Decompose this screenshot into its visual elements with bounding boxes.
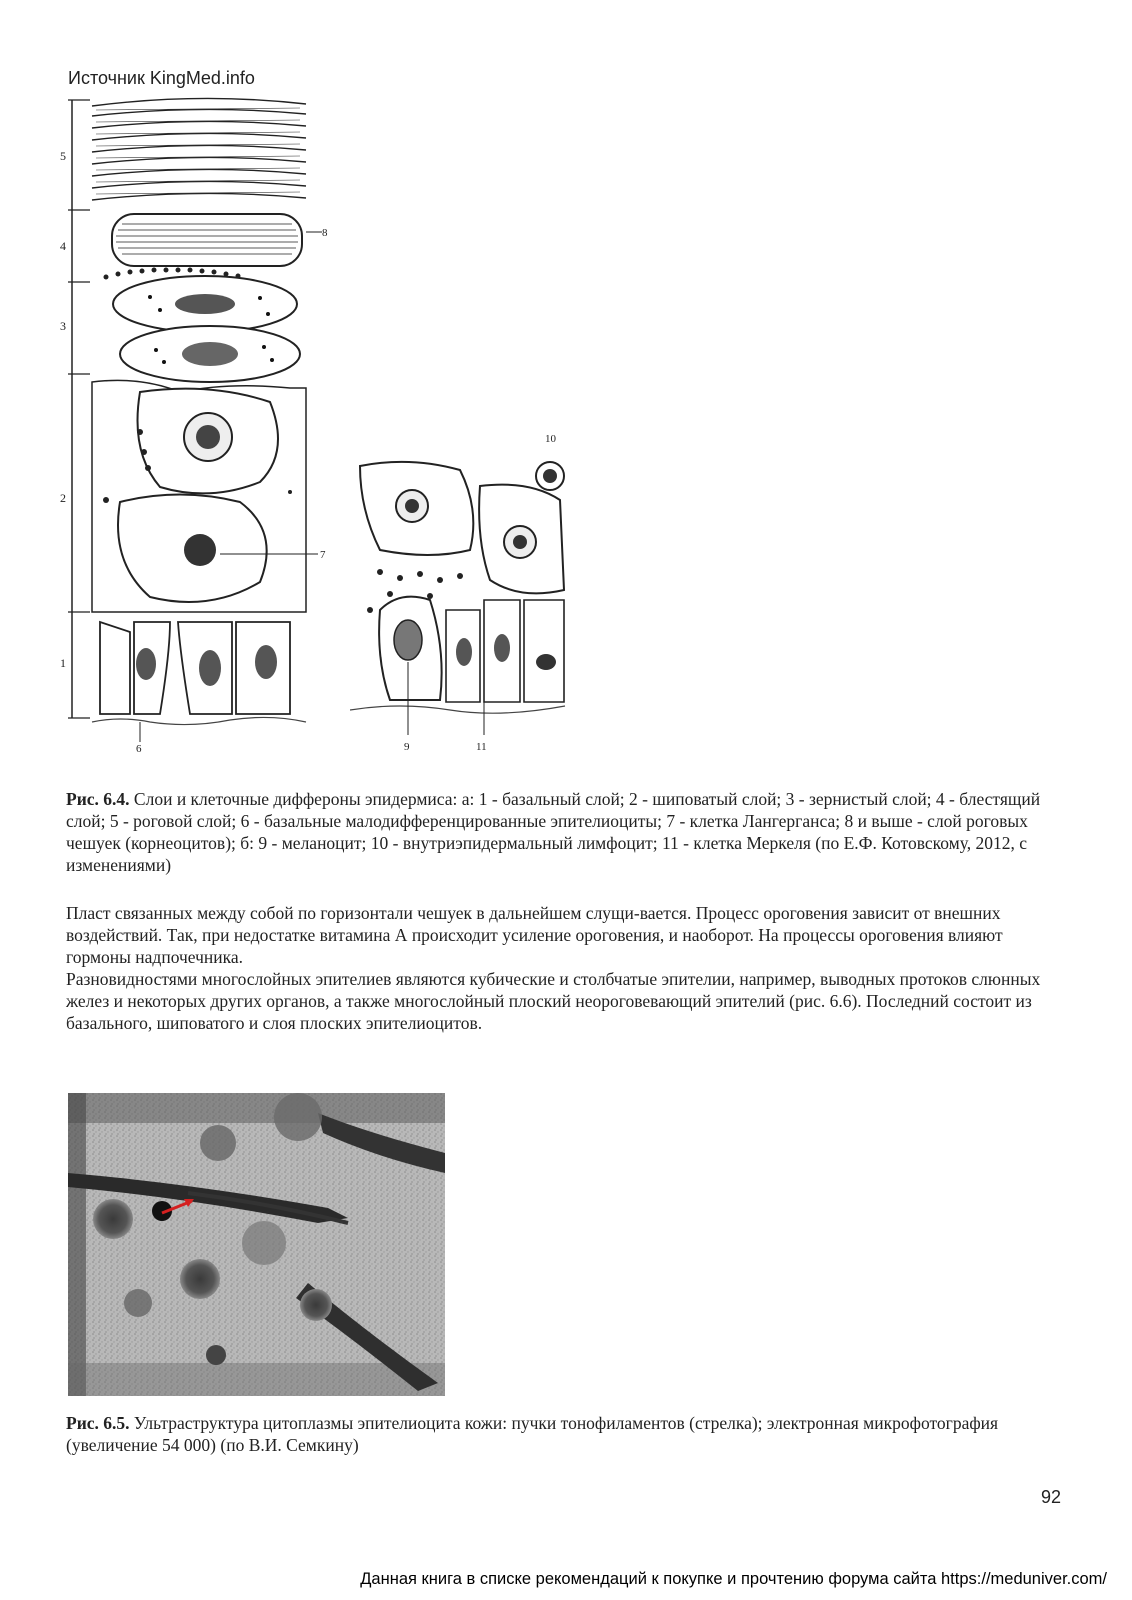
footer-note: Данная книга в списке рекомендаций к покупке и прочтению форума сайта https://meduniver.com/ xyxy=(360,1570,1107,1588)
layer-label-2: 2 xyxy=(60,491,66,505)
page-number: 92 xyxy=(1041,1487,1062,1507)
figure-6-5-caption-prefix: Рис. 6.5. xyxy=(66,1413,130,1433)
paragraph-1: Пласт связанных между собой по горизонтали чешуек в дальнейшем слущи-вается. Процесс ороговения зависит от внешних воздействий. Так, при недостатке витамина А происходит усиление ороговения, и наоборот. На процессы ороговения влияют гормоны надпочечника. xyxy=(66,903,1003,967)
callout-8: 8 xyxy=(322,227,328,239)
callout-6: 6 xyxy=(136,743,142,755)
figure-6-5-caption xyxy=(66,1412,1056,1456)
epidermis-layers-illustration xyxy=(60,92,340,772)
callout-10: 10 xyxy=(545,433,556,445)
layer-label-4: 4 xyxy=(60,239,66,253)
paragraph-2: Разновидностями многослойных эпителиев являются кубические и столбчатые эпителии, например, выводных протоков слюнных желез и некоторых других органов, а также многослойный плоский неороговевающий эпителий (рис. 6.6). Последний состоит из базального, шиповатого и слоя плоских эпителиоцитов. xyxy=(66,969,1041,1033)
layer-label-3: 3 xyxy=(60,319,66,333)
callout-11: 11 xyxy=(476,741,487,753)
melanocyte-illustration xyxy=(350,430,580,770)
figure-6-4-caption xyxy=(66,788,1056,876)
figure-6-5-caption-text: Ультраструктура цитоплазмы эпителиоцита кожи: пучки тонофиламентов (стрелка); электронная микрофотография (увеличение 54 000) (по В.И. Семкину) xyxy=(66,1413,999,1455)
figure-6-4-caption-prefix: Рис. 6.4. xyxy=(66,789,130,809)
body-text xyxy=(66,902,1056,1034)
layer-label-1: 1 xyxy=(60,656,66,670)
figure-6-4-caption-text: Слои и клеточные диффероны эпидермиса: а: 1 - базальный слой; 2 - шиповатый слой; 3 - зернистый слой; 4 - блестящий слой; 5 - роговой слой; 6 - базальные малодифференцированные эпителиоциты; 7 - клетка Лангерганса; 8 и выше - слой роговых чешуек (корнеоцитов); б: 9 - меланоцит; 10 - внутриэпидермальный лимфоцит; 11 - клетка Меркеля (по Е.Ф. Котовскому, 2012, с изменениями) xyxy=(66,789,1041,875)
layer-label-5: 5 xyxy=(60,149,66,163)
callout-7: 7 xyxy=(320,549,326,561)
electron-micrograph xyxy=(68,1093,445,1396)
callout-9: 9 xyxy=(404,741,410,753)
source-header: Источник KingMed.info xyxy=(68,68,255,88)
